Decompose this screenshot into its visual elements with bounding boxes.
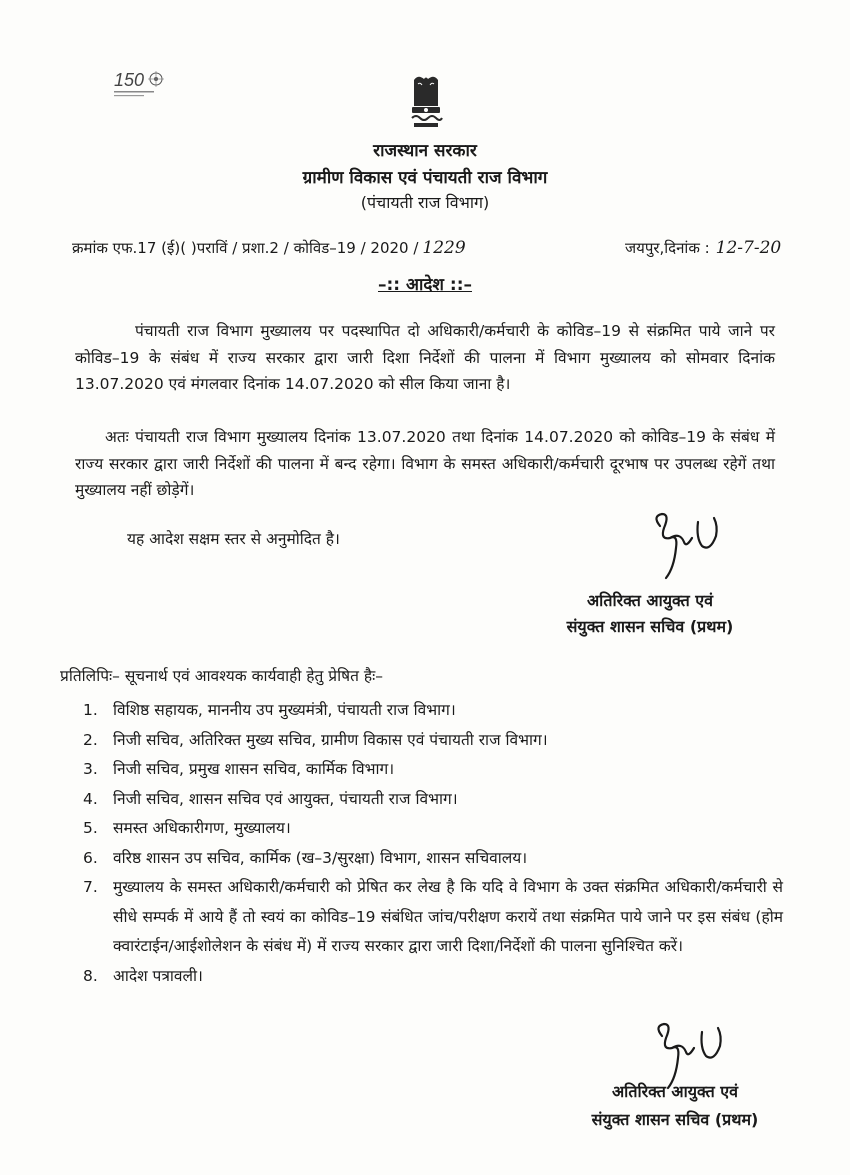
list-item-text: निजी सचिव, शासन सचिव एवं आयुक्त, पंचायती राज विभाग। — [113, 789, 458, 808]
list-item — [83, 844, 783, 874]
list-item — [83, 785, 783, 815]
order-paragraph-1: पंचायती राज विभाग मुख्यालय पर पदस्थापित दो अधिकारी/कर्मचारी के कोविड–19 से संक्रमित पाये जाने पर कोविड–19 के संबंध में राज्य सरकार द्वारा जारी दिशा निर्देशों की पालना में विभाग मुख्यालय को सोमवार दिनांक 13.07.2020 एवं मंगलवार दिनांक 14.07.2020 को सील किया जाना है। — [75, 322, 775, 393]
date-value: 12-7-20 — [715, 238, 782, 258]
list-item — [83, 696, 783, 726]
signatory-block-2 — [545, 1078, 805, 1134]
reference-line — [72, 238, 466, 258]
list-item — [83, 962, 783, 992]
list-item-text: निजी सचिव, अतिरिक्त मुख्य सचिव, ग्रामीण विकास एवं पंचायती राज विभाग। — [113, 730, 548, 749]
copy-heading: प्रतिलिपिः– सूचनार्थ एवं आवश्यक कार्यवाही हेतु प्रेषित हैः– — [60, 667, 383, 685]
approval-note: यह आदेश सक्षम स्तर से अनुमोदित है। — [127, 530, 340, 548]
list-item-text: मुख्यालय के समस्त अधिकारी/कर्मचारी को प्रेषित कर लेख है कि यदि वे विभाग के उक्त संक्रमित अधिकारी/कर्मचारी से सीधे सम्पर्क में आये हैं तो स्वयं का कोविड–19 संबंधित जांच/परीक्षण करायें तथा संक्रमित पाये जाने पर इस संबंध (होम क्वारंटाईन/आईशोलेशन के संबंध में) में राज्य सरकार द्वारा जारी दिशा/निर्देशों की पालना सुनिश्चित करें। — [113, 878, 783, 955]
list-item-text: आदेश पत्रावली। — [113, 966, 203, 985]
signatory-title-1: अतिरिक्त आयुक्त एवं — [586, 591, 714, 610]
list-item — [83, 873, 783, 962]
list-item — [83, 726, 783, 756]
list-item-number: 8. — [83, 966, 98, 985]
anniversary-logo — [112, 68, 172, 102]
signatory-role-1: संयुक्त शासन सचिव (प्रथम) — [566, 617, 734, 636]
date-label: जयपुर,दिनांक : — [625, 239, 710, 257]
list-item-text: वरिष्ठ शासन उप सचिव, कार्मिक (ख–3/सुरक्षा) विभाग, शासन सचिवालय। — [113, 848, 528, 867]
signatory-title-2: अतिरिक्त आयुक्त एवं — [611, 1082, 739, 1101]
order-title-text: –:: आदेश ::– — [378, 275, 472, 295]
list-item — [83, 814, 783, 844]
list-item-number: 4. — [83, 789, 98, 808]
order-title — [0, 272, 850, 295]
reference-number: 1229 — [422, 238, 466, 258]
list-item-number: 6. — [83, 848, 98, 867]
list-item-text: विशिष्ठ सहायक, माननीय उप मुख्यमंत्री, पंचायती राज विभाग। — [113, 701, 456, 719]
copy-list — [83, 696, 783, 991]
list-item-number: 5. — [83, 819, 98, 837]
list-item-number: 7. — [83, 878, 98, 896]
signatory-block-1 — [520, 588, 780, 640]
order-paragraph-2: अतः पंचायती राज विभाग मुख्यालय दिनांक 13.07.2020 तथा दिनांक 14.07.2020 को कोविड–19 के संबंध में राज्य सरकार द्वारा जारी निर्देशों की पालना में बन्द रहेगा। विभाग के समस्त अधिकारी/कर्मचारी दूरभाष पर उपलब्ध रहेगें तथा मुख्यालय नहीं छोड़ेगें। — [75, 428, 775, 499]
list-item-text: समस्त अधिकारीगण, मुख्यालय। — [113, 819, 291, 837]
list-item — [83, 755, 783, 785]
national-emblem-icon — [402, 74, 450, 134]
anniversary-logo-text: 150 — [114, 70, 145, 90]
list-item-number: 1. — [83, 701, 98, 719]
signatory-role-2: संयुक्त शासन सचिव (प्रथम) — [591, 1110, 759, 1129]
signature-1 — [640, 508, 730, 580]
list-item-number: 3. — [83, 760, 98, 778]
department-name: ग्रामीण विकास एवं पंचायती राज विभाग — [302, 168, 548, 188]
government-name: राजस्थान सरकार — [373, 141, 477, 161]
list-item-text: निजी सचिव, प्रमुख शासन सचिव, कार्मिक विभाग। — [113, 760, 395, 778]
date-line — [625, 238, 781, 258]
list-item-number: 2. — [83, 730, 98, 749]
sub-department-name: (पंचायती राज विभाग) — [360, 193, 490, 212]
reference-text: क्रमांक एफ.17 (ई)( )पराविं / प्रशा.2 / कोविड–19 / 2020 / — [72, 239, 419, 257]
